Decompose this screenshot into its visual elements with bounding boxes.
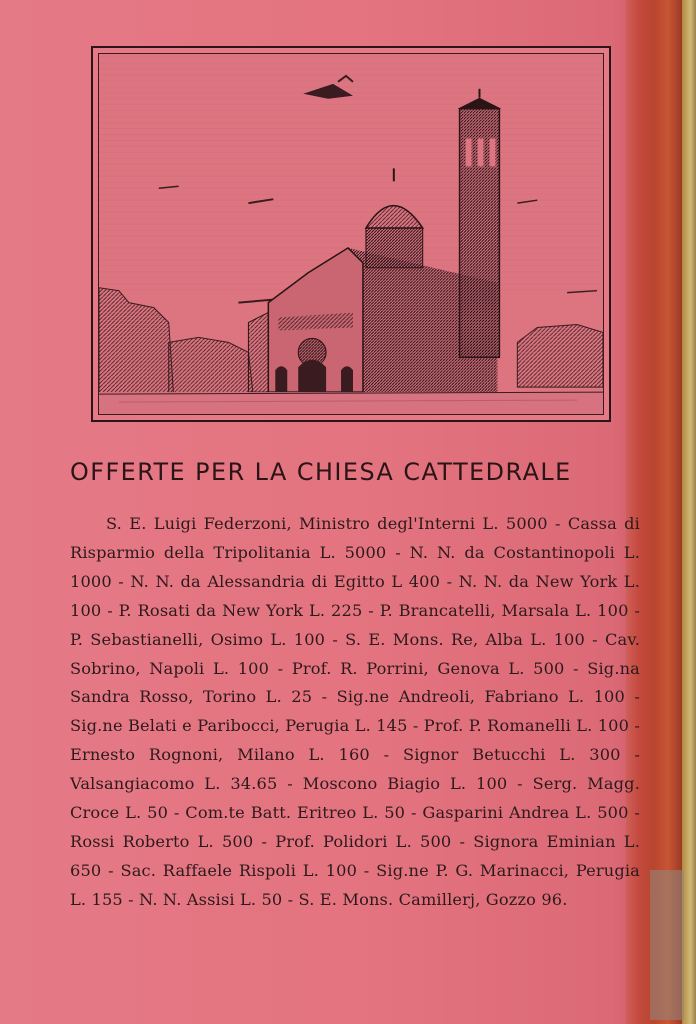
page-edge: [682, 0, 696, 1024]
donations-paragraph: S. E. Luigi Federzoni, Ministro degl'Interni L. 5000 - Cassa di Risparmio della Tripolitania L. 5000 - N. N. da Costantinopoli L. 1000 - N. N. da Alessandria di Egitto L 400 - N. N. da New York L. 100 - P. Rosati da New York L. 225 - P. Brancatelli, Marsala L. 100 - P. Sebastianelli, Osimo L. 100 - S. E. Mons. Re, Alba L. 100 - Cav. Sobrino, Napoli L. 100 - Prof. R. Porrini, Genova L. 500 - Sig.na Sandra Rosso, Torino L. 25 - Sig.ne Andreoli, Fabriano L. 100 - Sig.ne Belati e Paribocci, Perugia L. 145 - Prof. P. Romanelli L. 100 - Ernesto Rognoni, Milano L. 160 - Signor Betucchi L. 300 - Valsangiacomo L. 34.65 - Moscono Biagio L. 100 - Serg. Magg. Croce L. 50 - Com.te Batt. Eritreo L. 50 - Gasparini Andrea L. 500 - Rossi Roberto L. 500 - Prof. Polidori L. 500 - Signora Eminian L. 650 - Sac. Raffaele Rispoli L. 100 - Sig.ne P. G. Marinacci, Perugia L. 155 - N. N. Assisi L. 50 - S. E. Mons. Camillerj, Gozzo 96.: [70, 514, 640, 909]
cathedral-engraving-icon: [99, 54, 603, 414]
spine-stain: [650, 870, 684, 1020]
page-title: OFFERTE PER LA CHIESA CATTEDRALE: [70, 458, 572, 486]
cathedral-engraving: [91, 46, 611, 422]
